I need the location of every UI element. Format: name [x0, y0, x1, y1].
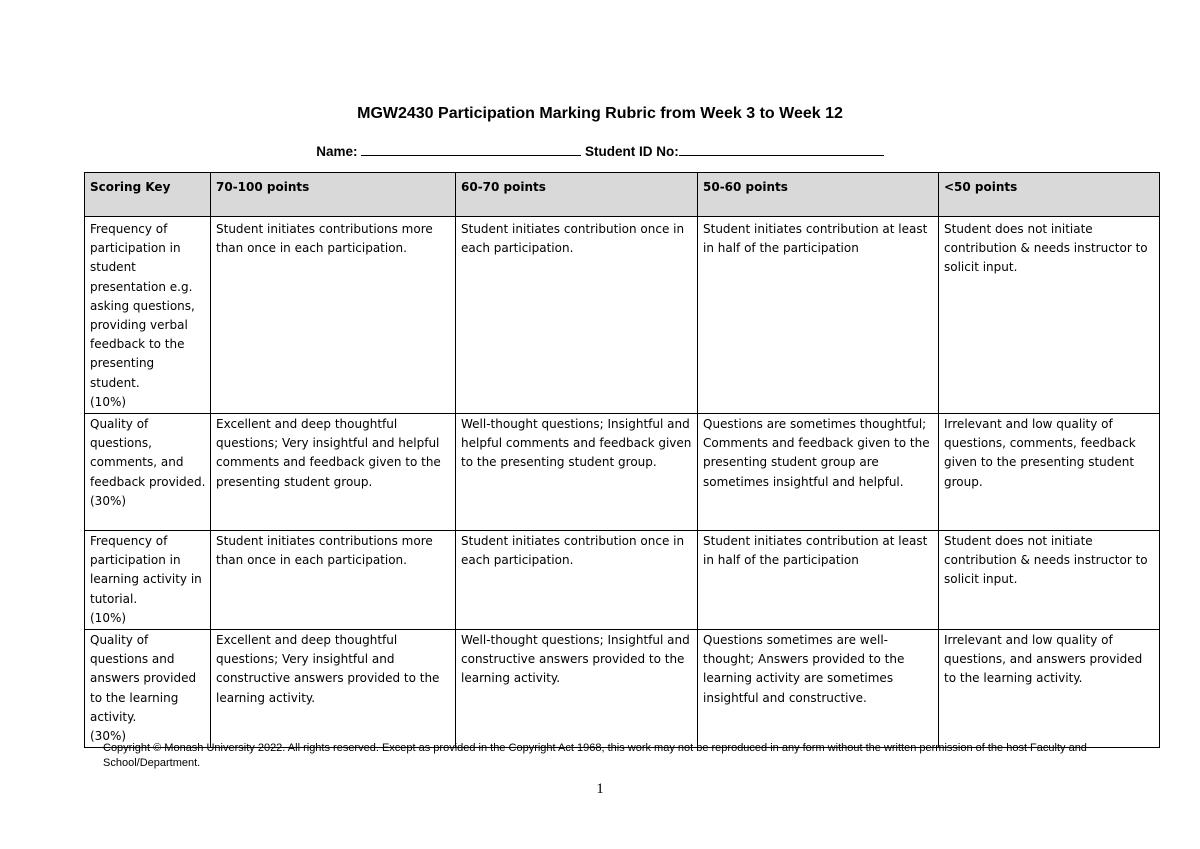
rubric-header: [85, 173, 1160, 217]
rubric-body: [85, 217, 1160, 748]
descriptor-cell: Questions sometimes are well-thought; Answers provided to the learning activity are sometimes insightful and constructive.: [698, 630, 939, 748]
copyright-notice: Copyright © Monash University 2022. All rights reserved. Except as provided in the Copyright Act 1968, this work may not be reproduced in any form without the written permission of the host Faculty and School/Department.: [103, 742, 1087, 769]
descriptor-cell: Student initiates contribution once in each participation.: [456, 531, 698, 630]
descriptor-cell: Well-thought questions; Insightful and helpful comments and feedback given to the presenting student group.: [456, 414, 698, 531]
rubric-table: [84, 172, 1160, 748]
header-50-60-points: 50-60 points: [698, 173, 939, 217]
header-scoring-key: Scoring Key: [85, 173, 211, 217]
table-row: [85, 217, 1160, 414]
descriptor-cell: Student initiates contribution once in each participation.: [456, 217, 698, 414]
criterion-text: Quality of questions, comments, and feedback provided.: [90, 417, 206, 489]
criterion-text: Frequency of participation in student presentation e.g. asking questions, providing verbal feedback to the presenting student.: [90, 222, 195, 390]
descriptor-cell: Excellent and deep thoughtful questions; Very insightful and helpful comments and feedback given to the presenting student group.: [211, 414, 456, 531]
criterion-cell: [85, 630, 211, 748]
descriptor-cell: Excellent and deep thoughtful questions; Very insightful and constructive answers provided to the learning activity.: [211, 630, 456, 748]
criterion-text: Quality of questions and answers provided to the learning activity.: [90, 633, 197, 724]
criterion-cell: [85, 217, 211, 414]
descriptor-cell: Student does not initiate contribution & needs instructor to solicit input.: [939, 217, 1160, 414]
descriptor-cell: Irrelevant and low quality of questions, comments, feedback given to the presenting student group.: [939, 414, 1160, 531]
student-info-line: [0, 143, 1200, 159]
descriptor-cell: Questions are sometimes thoughtful; Comments and feedback given to the presenting student group are sometimes insightful and helpful.: [698, 414, 939, 531]
descriptor-cell: Student initiates contribution at least in half of the participation: [698, 217, 939, 414]
criterion-weight: (30%): [90, 729, 127, 744]
descriptor-cell: Student does not initiate contribution & needs instructor to solicit input.: [939, 531, 1160, 630]
descriptor-cell: Student initiates contributions more than once in each participation.: [211, 531, 456, 630]
criterion-cell: [85, 414, 211, 531]
table-row: [85, 414, 1160, 531]
name-blank-line: [361, 143, 581, 156]
descriptor-cell: Student initiates contribution at least in half of the participation: [698, 531, 939, 630]
descriptor-cell: Student initiates contributions more than once in each participation.: [211, 217, 456, 414]
page-number: 1: [596, 781, 604, 797]
header-row: [85, 173, 1160, 217]
criterion-weight: (10%): [90, 610, 127, 625]
header-below-50-points: <50 points: [939, 173, 1160, 217]
document-title: MGW2430 Participation Marking Rubric from Week 3 to Week 12: [357, 105, 843, 122]
name-label: Name:: [316, 144, 358, 159]
student-id-label: Student ID No:: [585, 144, 679, 159]
criterion-weight: (30%): [90, 493, 127, 508]
criterion-text: Frequency of participation in learning activity in tutorial.: [90, 534, 202, 606]
header-70-100-points: 70-100 points: [211, 173, 456, 217]
criterion-weight: (10%): [90, 394, 127, 409]
descriptor-cell: Irrelevant and low quality of questions, and answers provided to the learning activity.: [939, 630, 1160, 748]
descriptor-cell: Well-thought questions; Insightful and constructive answers provided to the learning activity.: [456, 630, 698, 748]
table-row: [85, 630, 1160, 748]
table-row: [85, 531, 1160, 630]
header-60-70-points: 60-70 points: [456, 173, 698, 217]
criterion-cell: [85, 531, 211, 630]
student-id-blank-line: [679, 143, 884, 156]
